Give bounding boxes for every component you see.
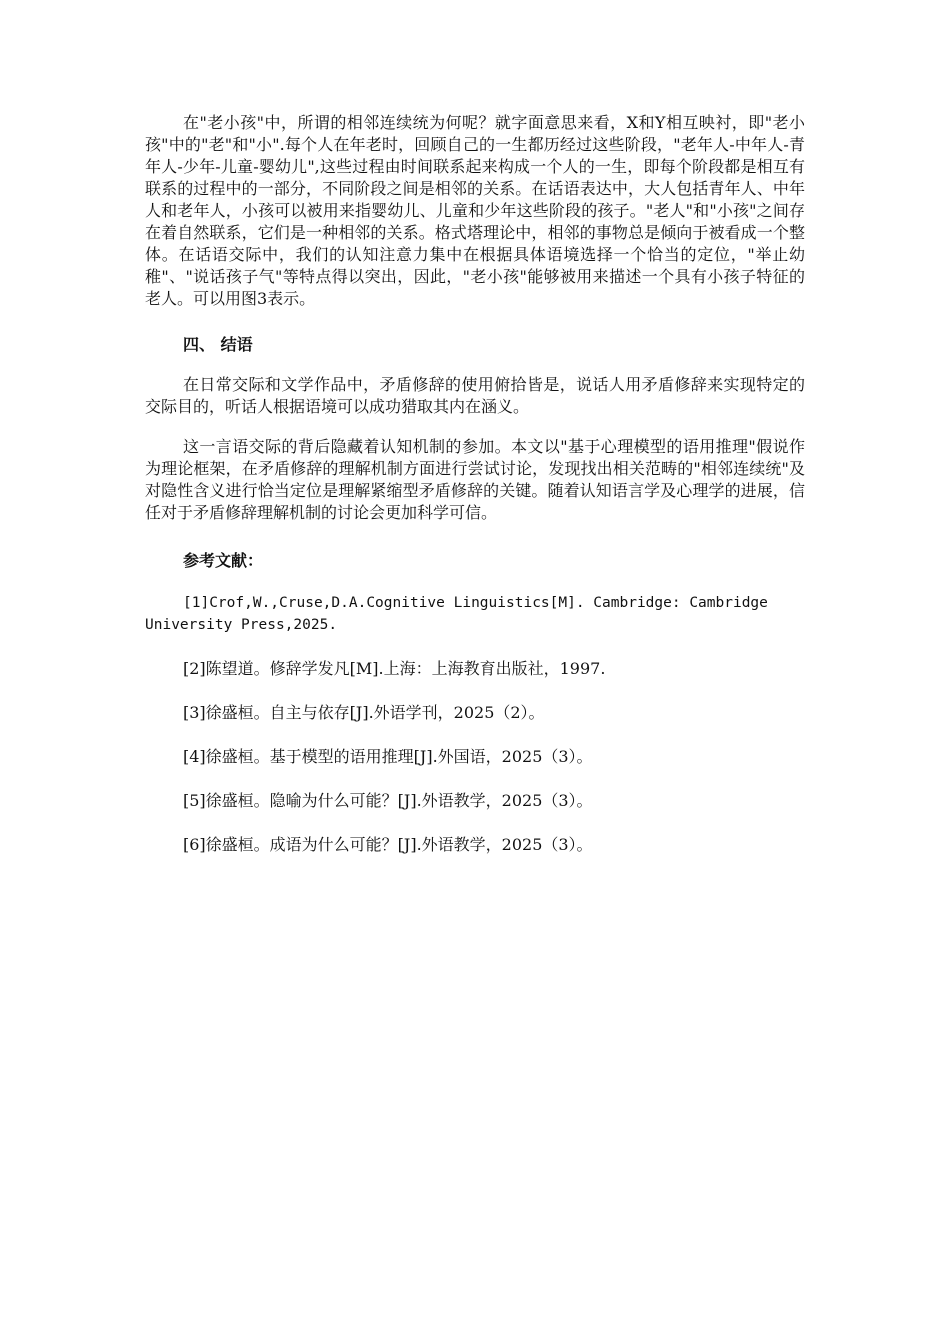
body-paragraph-1: 在"老小孩"中，所谓的相邻连续统为何呢？就字面意思来看，X和Y相互映衬，即"老小孩"中的"老"和"小".每个人在年老时，回顾自己的一生都历经过这些阶段，"老年人-中年人-青年人-少年-儿童-婴幼儿",这些过程由时间联系起来构成一个人的一生，即每个阶段都是相互有联系的过程中的一部分，不同阶段之间是相邻的关系。在话语表达中，大人包括青年人、中年人和老年人，小孩可以被用来指婴幼儿、儿童和少年这些阶段的孩子。"老人"和"小孩"之间存在着自然联系，它们是一种相邻的关系。格式塔理论中，相邻的事物总是倾向于被看成一个整体。在话语交际中，我们的认知注意力集中在根据具体语境选择一个恰当的定位，"举止幼稚"、"说话孩子气"等特点得以突出，因此，"老小孩"能够被用来描述一个具有小孩子特征的老人。可以用图3表示。 <box>145 113 805 308</box>
reference-item-2: [2]陈望道。修辞学发凡[M].上海：上海教育出版社，1997. <box>183 659 606 678</box>
body-paragraph-2: 在日常交际和文学作品中，矛盾修辞的使用俯拾皆是，说话人用矛盾修辞来实现特定的交际目的，听话人根据语境可以成功猎取其内在涵义。 <box>145 375 805 416</box>
reference-item-4: [4]徐盛桓。基于模型的语用推理[J].外国语，2025（3）。 <box>183 747 593 766</box>
references-title: 参考文献： <box>183 551 264 570</box>
document-page <box>145 112 805 878</box>
reference-item-3: [3]徐盛桓。自主与依存[J].外语学刊，2025（2）。 <box>183 703 545 722</box>
reference-item-1: [1]Crof,W.,Cruse,D.A.Cognitive Linguistics[M]. Cambridge: Cambridge University Press,2025. <box>145 595 768 633</box>
body-paragraph-3: 这一言语交际的背后隐藏着认知机制的参加。本文以"基于心理模型的语用推理"假说作为理论框架，在矛盾修辞的理解机制方面进行尝试讨论，发现找出相关范畴的"相邻连续统"及对隐性含义进行恰当定位是理解紧缩型矛盾修辞的关键。随着认知语言学及心理学的进展，信任对于矛盾修辞理解机制的讨论会更加科学可信。 <box>145 437 805 522</box>
reference-item-6: [6]徐盛桓。成语为什么可能？[J].外语教学，2025（3）。 <box>183 835 593 854</box>
section-heading-conclusion: 四、 结语 <box>183 335 253 354</box>
reference-item-5: [5]徐盛桓。隐喻为什么可能？[J].外语教学，2025（3）。 <box>183 791 593 810</box>
